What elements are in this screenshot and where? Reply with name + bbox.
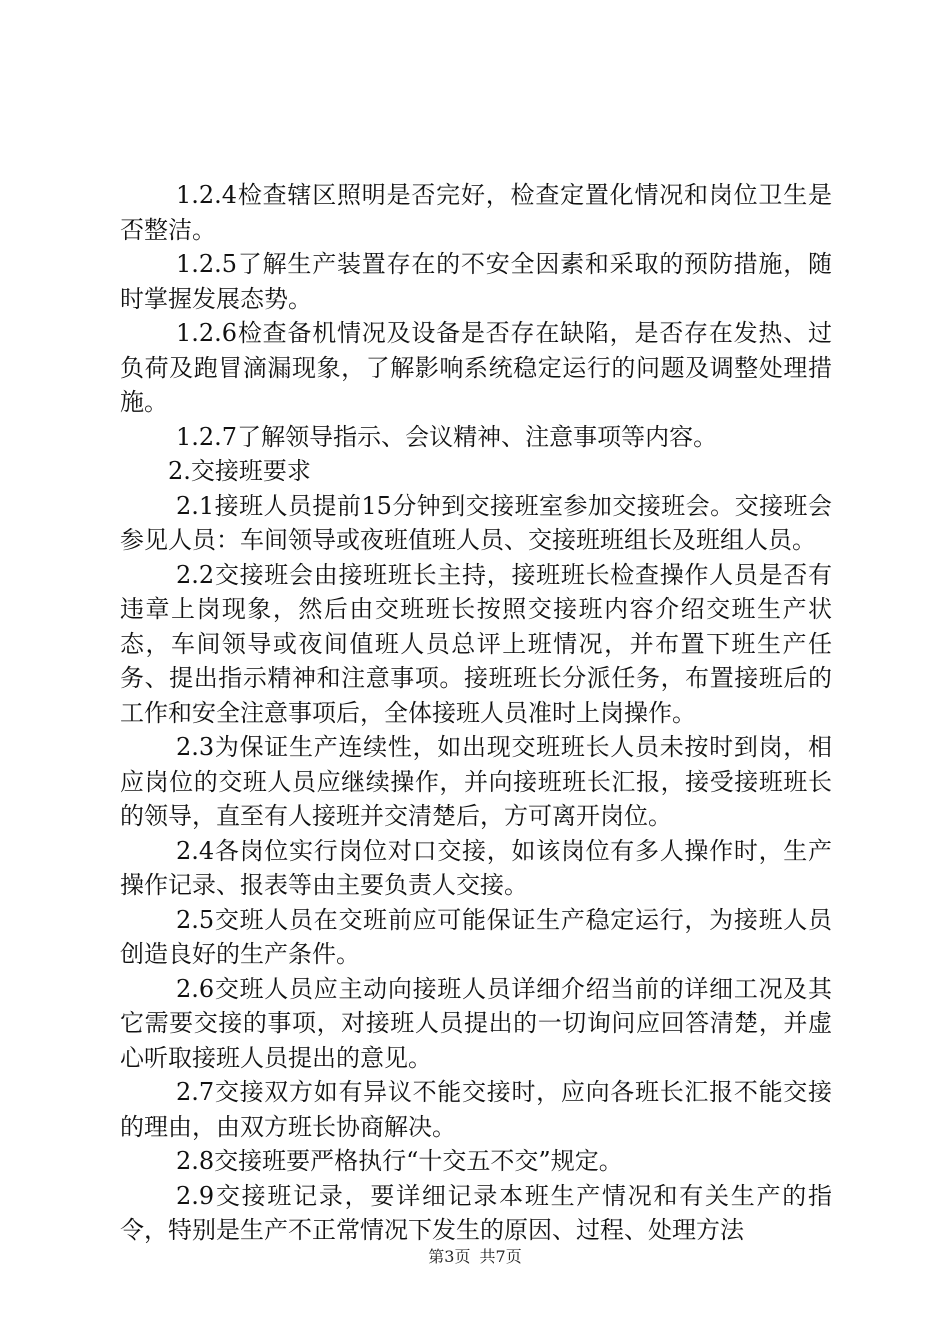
- paragraph-1-2-5: 1.2.5了解生产装置存在的不安全因素和采取的预防措施，随时掌握发展态势。: [120, 250, 832, 313]
- section-heading-2: 2.交接班要求: [168, 457, 311, 485]
- page-total: 共7页: [479, 1247, 522, 1266]
- paragraph-2-1: 2.1接班人员提前15分钟到交接班室参加交接班会。交接班会参见人员：车间领导或夜班值班人员、交接班班组长及班组人员。: [120, 491, 832, 554]
- paragraph-2-2: 2.2交接班会由接班班长主持，接班班长检查操作人员是否有违章上岗现象，然后由交班班长按照交接班内容介绍交班生产状态，车间领导或夜间值班人员总评上班情况，并布置下班生产任务、提出指示精神和注意事项。接班班长分派任务，布置接班后的工作和安全注意事项后，全体接班人员准时上岗操作。: [120, 560, 832, 727]
- paragraph-2-7: 2.7交接双方如有异议不能交接时，应向各班长汇报不能交接的理由，由双方班长协商解决。: [120, 1078, 832, 1141]
- page-footer: [0, 1244, 950, 1267]
- document-body: [120, 178, 832, 1248]
- paragraph-1-2-6: 1.2.6检查备机情况及设备是否存在缺陷，是否存在发热、过负荷及跑冒滴漏现象，了解影响系统稳定运行的问题及调整处理措施。: [120, 319, 832, 416]
- paragraph-2-6: 2.6交班人员应主动向接班人员详细介绍当前的详细工况及其它需要交接的事项，对接班人员提出的一切询问应回答清楚，并虚心听取接班人员提出的意见。: [120, 974, 832, 1072]
- paragraph-2-4: 2.4各岗位实行岗位对口交接，如该岗位有多人操作时，生产操作记录、报表等由主要负责人交接。: [120, 836, 832, 899]
- paragraph-2-3: 2.3为保证生产连续性，如出现交班班长人员未按时到岗，相应岗位的交班人员应继续操作，并向接班班长汇报，接受接班班长的领导，直至有人接班并交清楚后，方可离开岗位。: [120, 733, 832, 830]
- paragraph-1-2-4: 1.2.4检查辖区照明是否完好，检查定置化情况和岗位卫生是否整洁。: [120, 181, 832, 244]
- page-number: 第3页: [428, 1247, 471, 1266]
- paragraph-2-8: 2.8交接班要严格执行“十交五不交”规定。: [176, 1147, 623, 1175]
- paragraph-2-9: 2.9交接班记录，要详细记录本班生产情况和有关生产的指令，特别是生产不正常情况下发生的原因、过程、处理方法: [120, 1181, 832, 1244]
- paragraph-2-5: 2.5交班人员在交班前应可能保证生产稳定运行，为接班人员创造良好的生产条件。: [120, 905, 832, 968]
- paragraph-1-2-7: 1.2.7了解领导指示、会议精神、注意事项等内容。: [176, 422, 718, 451]
